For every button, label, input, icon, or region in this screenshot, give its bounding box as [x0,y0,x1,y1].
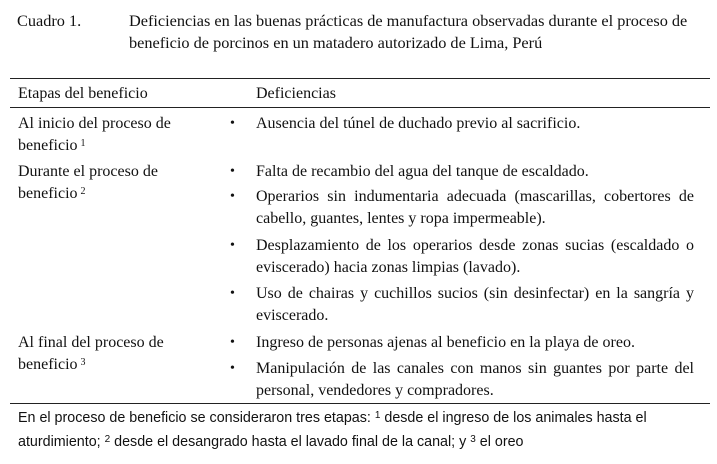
footnote-text: el oreo [475,434,524,450]
bullet-icon: • [230,164,235,179]
caption-label: Cuadro 1. [17,11,82,30]
bullet-icon: • [230,189,235,204]
stage-superscript: 3 [80,357,86,368]
deficiency-item: Operarios sin indumentaria adecuada (mascarillas, cobertores de cabello, guantes, lentes y ropa impermeable). [256,188,694,227]
footnote-text: desde el ingreso de los animales hasta el aturdimiento; [18,410,647,450]
bullet-icon: • [230,238,235,253]
stage-label: Al final del proceso de beneficio [18,334,164,373]
footnote-text: En el proceso de beneficio se consideraron tres etapas: [18,410,375,426]
stage-cell-1 [18,113,208,157]
header-deficiencies: Deficiencias [256,85,336,102]
header-rule [10,107,710,108]
footnote-superscript: 1 [374,410,381,421]
bullet-icon: • [230,116,235,131]
bullet-icon: • [230,335,235,350]
caption-text: Deficiencias en las buenas prácticas de manufactura observadas durante el proceso de beneficio de porcinos en un matadero autorizado de Lima, Perú [129,11,688,52]
table-bottom-rule [10,403,710,404]
table-top-rule [10,78,710,79]
bullet-icon: • [230,361,235,376]
stage-cell-3 [18,332,208,376]
deficiency-item: Uso de chairas y cuchillos sucios (sin desinfectar) en la sangría y eviscerado. [256,285,694,324]
table-footnote [18,406,708,454]
stage-label: Durante el proceso de beneficio [18,163,158,202]
deficiency-item: Manipulación de las canales con manos sin guantes por parte del personal, vendedores y compradores. [256,360,694,399]
stage-cell-2 [18,161,208,205]
deficiency-item: Falta de recambio del agua del tanque de escaldado. [256,163,589,180]
deficiency-item: Ingreso de personas ajenas al beneficio en la playa de oreo. [256,334,635,351]
footnote-text: desde el desangrado hasta el lavado final de la canal; y [110,434,471,450]
footnote-superscript: 3 [470,434,476,445]
stage-superscript: 2 [80,186,86,197]
bullet-icon: • [230,286,235,301]
deficiency-item: Desplazamiento de los operarios desde zonas sucias (escaldado o eviscerado) hacia zonas limpias (lavado). [256,237,694,276]
stage-superscript: 1 [80,138,86,149]
footnote-superscript: 2 [104,434,111,445]
deficiency-item: Ausencia del túnel de duchado previo al sacrificio. [256,115,581,132]
stage-label: Al inicio del proceso de beneficio [18,115,171,154]
header-stage: Etapas del beneficio [18,85,148,102]
